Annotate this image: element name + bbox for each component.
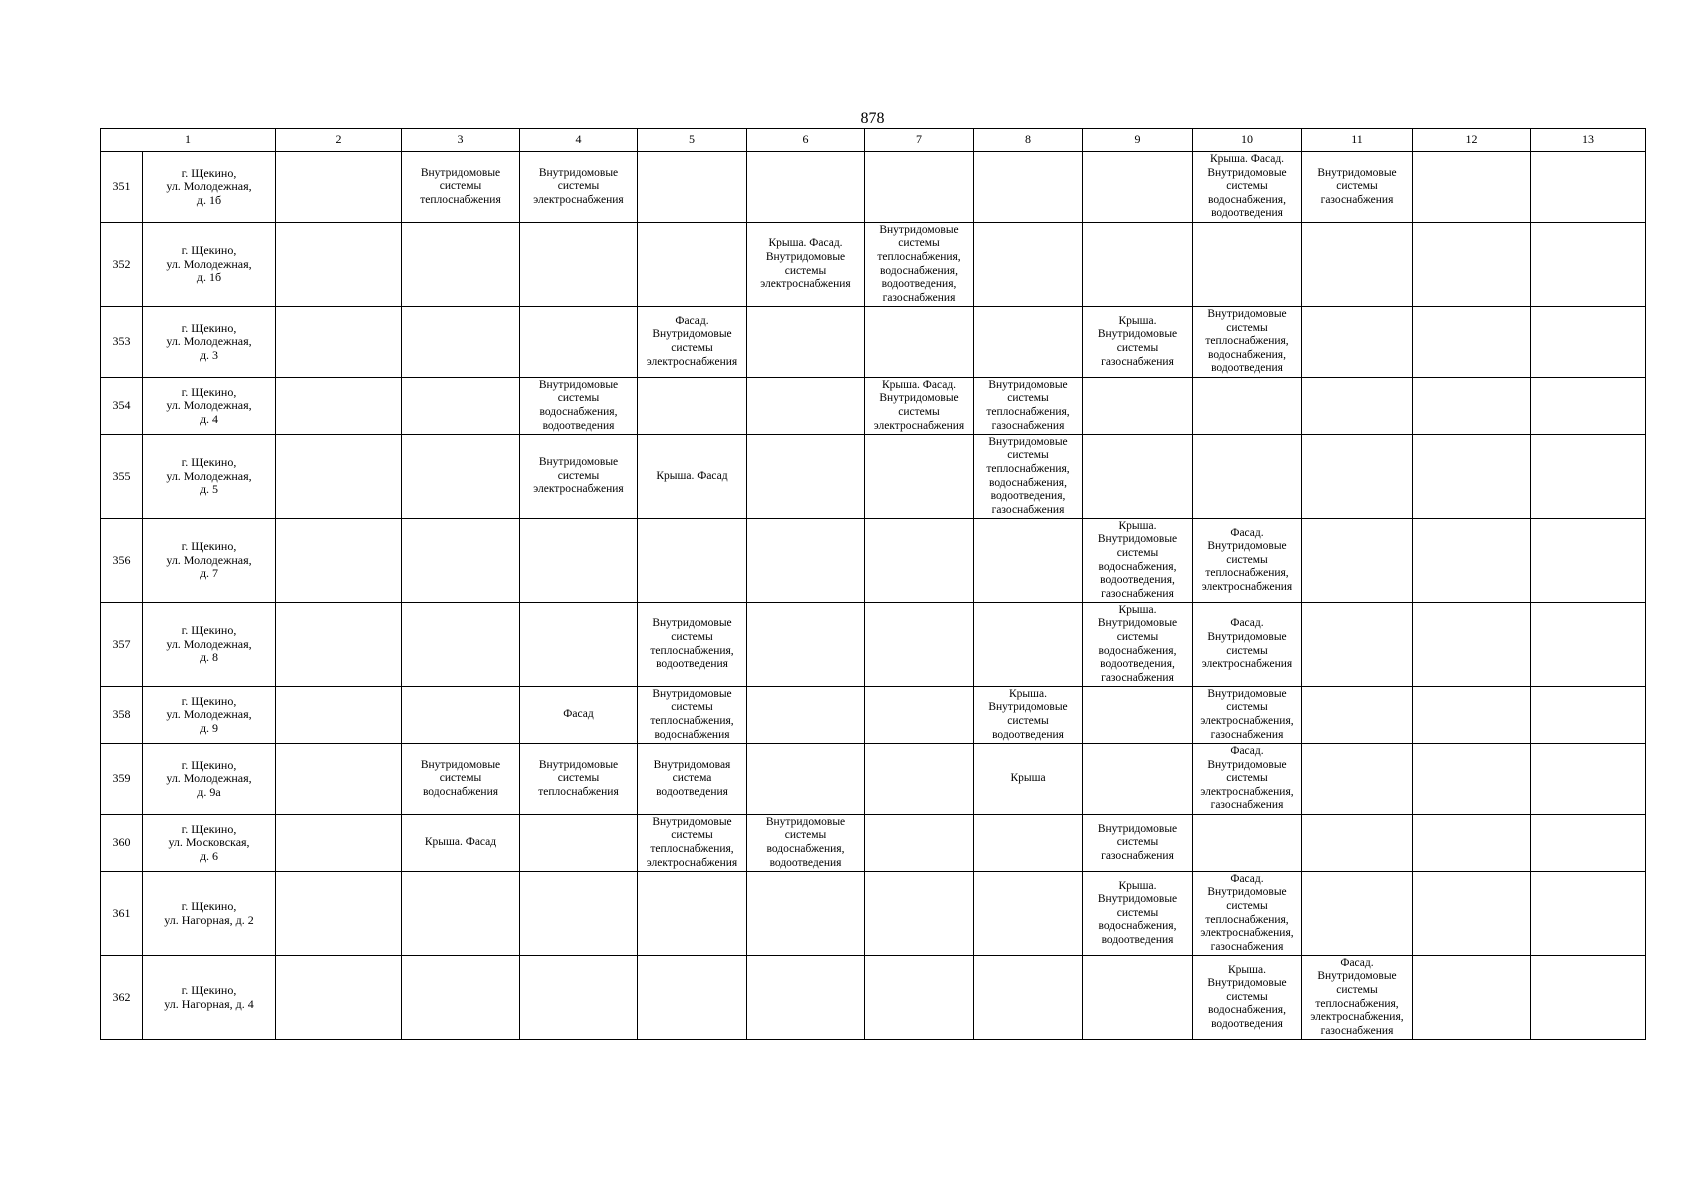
work-cell-col-3: Внутридомовые системы теплоснабжения <box>402 152 520 223</box>
work-cell-col-6 <box>747 872 865 956</box>
work-cell-col-11 <box>1302 519 1413 603</box>
work-cell-col-7 <box>865 956 974 1040</box>
table-row <box>101 152 1646 223</box>
work-cell-col-8 <box>974 223 1083 307</box>
work-cell-col-10: Внутридомовые системы теплоснабжения, водоснабжения, водоотведения <box>1193 307 1302 378</box>
work-cell-col-6 <box>747 435 865 519</box>
work-cell-col-12 <box>1413 519 1531 603</box>
table-row <box>101 223 1646 307</box>
work-cell-col-9 <box>1083 152 1193 223</box>
work-cell-col-9 <box>1083 435 1193 519</box>
work-cell-col-9: Внутридомовые системы газоснабжения <box>1083 815 1193 872</box>
work-cell-col-13 <box>1531 872 1646 956</box>
work-cell-col-7 <box>865 152 974 223</box>
work-cell-col-9 <box>1083 378 1193 435</box>
work-cell-col-13 <box>1531 152 1646 223</box>
work-cell-col-12 <box>1413 956 1531 1040</box>
row-number: 354 <box>101 378 143 435</box>
work-cell-col-5 <box>638 378 747 435</box>
work-cell-col-9 <box>1083 956 1193 1040</box>
row-number: 357 <box>101 603 143 687</box>
work-cell-col-6: Крыша. Фасад. Внутридомовые системы электроснабжения <box>747 223 865 307</box>
work-cell-col-8 <box>974 872 1083 956</box>
column-header-8: 8 <box>974 129 1083 152</box>
work-cell-col-4: Внутридомовые системы электроснабжения <box>520 435 638 519</box>
work-cell-col-2 <box>276 687 402 744</box>
work-cell-col-8: Крыша. Внутридомовые системы водоотведения <box>974 687 1083 744</box>
column-header-6: 6 <box>747 129 865 152</box>
work-cell-col-13 <box>1531 519 1646 603</box>
work-cell-col-4: Фасад <box>520 687 638 744</box>
work-cell-col-12 <box>1413 223 1531 307</box>
work-cell-col-10: Фасад. Внутридомовые системы электроснабжения <box>1193 603 1302 687</box>
work-cell-col-4 <box>520 223 638 307</box>
work-cell-col-5: Крыша. Фасад <box>638 435 747 519</box>
page-number: 878 <box>860 110 885 127</box>
work-cell-col-2 <box>276 152 402 223</box>
work-cell-col-5: Внутридомовые системы теплоснабжения, водоотведения <box>638 603 747 687</box>
work-cell-col-4 <box>520 519 638 603</box>
work-cell-col-2 <box>276 744 402 815</box>
row-number: 359 <box>101 744 143 815</box>
work-cell-col-3 <box>402 435 520 519</box>
work-cell-col-13 <box>1531 687 1646 744</box>
row-number: 361 <box>101 872 143 956</box>
row-number: 360 <box>101 815 143 872</box>
work-cell-col-10: Фасад. Внутридомовые системы электроснабжения, газоснабжения <box>1193 744 1302 815</box>
address-cell: г. Щекино, ул. Молодежная, д. 7 <box>143 519 276 603</box>
work-cell-col-8 <box>974 307 1083 378</box>
work-cell-col-11: Фасад. Внутридомовые системы теплоснабжения, электроснабжения, газоснабжения <box>1302 956 1413 1040</box>
table-row <box>101 603 1646 687</box>
work-cell-col-6 <box>747 307 865 378</box>
table-header <box>101 129 1646 152</box>
work-cell-col-9 <box>1083 223 1193 307</box>
work-cell-col-2 <box>276 956 402 1040</box>
work-cell-col-9: Крыша. Внутридомовые системы газоснабжения <box>1083 307 1193 378</box>
work-cell-col-3 <box>402 307 520 378</box>
address-cell: г. Щекино, ул. Молодежная, д. 1б <box>143 223 276 307</box>
work-cell-col-7 <box>865 435 974 519</box>
work-cell-col-10 <box>1193 435 1302 519</box>
column-header-4: 4 <box>520 129 638 152</box>
work-cell-col-5 <box>638 223 747 307</box>
column-header-5: 5 <box>638 129 747 152</box>
work-cell-col-12 <box>1413 687 1531 744</box>
work-cell-col-8 <box>974 815 1083 872</box>
work-cell-col-7 <box>865 744 974 815</box>
work-cell-col-2 <box>276 815 402 872</box>
address-cell: г. Щекино, ул. Нагорная, д. 4 <box>143 956 276 1040</box>
work-cell-col-3 <box>402 603 520 687</box>
work-cell-col-11 <box>1302 687 1413 744</box>
work-cell-col-6 <box>747 687 865 744</box>
column-header-12: 12 <box>1413 129 1531 152</box>
work-cell-col-2 <box>276 603 402 687</box>
work-cell-col-4 <box>520 956 638 1040</box>
column-header-3: 3 <box>402 129 520 152</box>
work-cell-col-13 <box>1531 378 1646 435</box>
work-cell-col-6 <box>747 378 865 435</box>
table-row <box>101 872 1646 956</box>
work-cell-col-8 <box>974 152 1083 223</box>
work-cell-col-8: Внутридомовые системы теплоснабжения, водоснабжения, водоотведения, газоснабжения <box>974 435 1083 519</box>
column-header-7: 7 <box>865 129 974 152</box>
work-cell-col-9 <box>1083 687 1193 744</box>
work-cell-col-2 <box>276 378 402 435</box>
work-cell-col-10: Крыша. Внутридомовые системы водоснабжения, водоотведения <box>1193 956 1302 1040</box>
table-row <box>101 815 1646 872</box>
column-header-9: 9 <box>1083 129 1193 152</box>
work-cell-col-12 <box>1413 152 1531 223</box>
work-cell-col-8 <box>974 519 1083 603</box>
work-cell-col-12 <box>1413 872 1531 956</box>
address-cell: г. Щекино, ул. Московская, д. 6 <box>143 815 276 872</box>
header-row <box>101 129 1646 152</box>
column-header-11: 11 <box>1302 129 1413 152</box>
work-cell-col-9: Крыша. Внутридомовые системы водоснабжения, водоотведения, газоснабжения <box>1083 519 1193 603</box>
work-cell-col-6: Внутридомовые системы водоснабжения, водоотведения <box>747 815 865 872</box>
work-cell-col-4 <box>520 872 638 956</box>
work-cell-col-10 <box>1193 223 1302 307</box>
work-cell-col-8: Крыша <box>974 744 1083 815</box>
work-cell-col-3 <box>402 223 520 307</box>
column-header-1: 1 <box>101 129 276 152</box>
address-cell: г. Щекино, ул. Молодежная, д. 3 <box>143 307 276 378</box>
work-cell-col-7: Внутридомовые системы теплоснабжения, водоснабжения, водоотведения, газоснабжения <box>865 223 974 307</box>
work-cell-col-11: Внутридомовые системы газоснабжения <box>1302 152 1413 223</box>
work-cell-col-13 <box>1531 603 1646 687</box>
work-cell-col-7 <box>865 519 974 603</box>
work-cell-col-5: Внутридомовые системы теплоснабжения, электроснабжения <box>638 815 747 872</box>
work-cell-col-6 <box>747 956 865 1040</box>
work-cell-col-8 <box>974 956 1083 1040</box>
column-header-13: 13 <box>1531 129 1646 152</box>
work-cell-col-12 <box>1413 603 1531 687</box>
work-cell-col-13 <box>1531 744 1646 815</box>
table-row <box>101 307 1646 378</box>
work-cell-col-13 <box>1531 956 1646 1040</box>
work-cell-col-4: Внутридомовые системы водоснабжения, водоотведения <box>520 378 638 435</box>
row-number: 351 <box>101 152 143 223</box>
work-cell-col-13 <box>1531 307 1646 378</box>
work-cell-col-5 <box>638 519 747 603</box>
work-cell-col-2 <box>276 435 402 519</box>
work-cell-col-2 <box>276 223 402 307</box>
work-cell-col-5 <box>638 872 747 956</box>
work-cell-col-11 <box>1302 307 1413 378</box>
work-cell-col-3 <box>402 378 520 435</box>
address-cell: г. Щекино, ул. Молодежная, д. 9а <box>143 744 276 815</box>
address-cell: г. Щекино, ул. Нагорная, д. 2 <box>143 872 276 956</box>
work-cell-col-5: Внутридомовая система водоотведения <box>638 744 747 815</box>
repair-schedule-table <box>100 128 1646 1040</box>
work-cell-col-9 <box>1083 744 1193 815</box>
column-header-10: 10 <box>1193 129 1302 152</box>
work-cell-col-11 <box>1302 603 1413 687</box>
work-cell-col-5: Фасад. Внутридомовые системы электроснабжения <box>638 307 747 378</box>
work-cell-col-3 <box>402 687 520 744</box>
table-row <box>101 687 1646 744</box>
row-number: 353 <box>101 307 143 378</box>
work-cell-col-10: Фасад. Внутридомовые системы теплоснабжения, электроснабжения <box>1193 519 1302 603</box>
work-cell-col-10 <box>1193 815 1302 872</box>
table-row <box>101 435 1646 519</box>
work-cell-col-7 <box>865 687 974 744</box>
work-cell-col-7 <box>865 872 974 956</box>
work-cell-col-3 <box>402 519 520 603</box>
table-body <box>101 152 1646 1040</box>
work-cell-col-11 <box>1302 378 1413 435</box>
work-cell-col-5: Внутридомовые системы теплоснабжения, водоснабжения <box>638 687 747 744</box>
work-cell-col-10: Фасад. Внутридомовые системы теплоснабжения, электроснабжения, газоснабжения <box>1193 872 1302 956</box>
work-cell-col-7: Крыша. Фасад. Внутридомовые системы электроснабжения <box>865 378 974 435</box>
work-cell-col-6 <box>747 603 865 687</box>
row-number: 352 <box>101 223 143 307</box>
row-number: 356 <box>101 519 143 603</box>
work-cell-col-4 <box>520 815 638 872</box>
work-cell-col-7 <box>865 603 974 687</box>
work-cell-col-2 <box>276 872 402 956</box>
work-cell-col-3: Крыша. Фасад <box>402 815 520 872</box>
work-cell-col-10: Внутридомовые системы электроснабжения, газоснабжения <box>1193 687 1302 744</box>
work-cell-col-4: Внутридомовые системы теплоснабжения <box>520 744 638 815</box>
work-cell-col-6 <box>747 744 865 815</box>
work-cell-col-12 <box>1413 815 1531 872</box>
work-cell-col-5 <box>638 152 747 223</box>
work-cell-col-5 <box>638 956 747 1040</box>
row-number: 362 <box>101 956 143 1040</box>
table-row <box>101 956 1646 1040</box>
work-cell-col-2 <box>276 307 402 378</box>
address-cell: г. Щекино, ул. Молодежная, д. 1б <box>143 152 276 223</box>
work-cell-col-12 <box>1413 307 1531 378</box>
work-cell-col-10: Крыша. Фасад. Внутридомовые системы водоснабжения, водоотведения <box>1193 152 1302 223</box>
work-cell-col-2 <box>276 519 402 603</box>
work-cell-col-11 <box>1302 223 1413 307</box>
address-cell: г. Щекино, ул. Молодежная, д. 8 <box>143 603 276 687</box>
work-cell-col-13 <box>1531 223 1646 307</box>
address-cell: г. Щекино, ул. Молодежная, д. 4 <box>143 378 276 435</box>
table-row <box>101 744 1646 815</box>
work-cell-col-4: Внутридомовые системы электроснабжения <box>520 152 638 223</box>
work-cell-col-6 <box>747 519 865 603</box>
work-cell-col-13 <box>1531 435 1646 519</box>
row-number: 355 <box>101 435 143 519</box>
work-cell-col-4 <box>520 307 638 378</box>
work-cell-col-8 <box>974 603 1083 687</box>
work-cell-col-11 <box>1302 435 1413 519</box>
work-cell-col-12 <box>1413 435 1531 519</box>
work-cell-col-4 <box>520 603 638 687</box>
work-cell-col-7 <box>865 307 974 378</box>
work-cell-col-9: Крыша. Внутридомовые системы водоснабжения, водоотведения <box>1083 872 1193 956</box>
work-cell-col-9: Крыша. Внутридомовые системы водоснабжения, водоотведения, газоснабжения <box>1083 603 1193 687</box>
work-cell-col-7 <box>865 815 974 872</box>
address-cell: г. Щекино, ул. Молодежная, д. 9 <box>143 687 276 744</box>
work-cell-col-11 <box>1302 872 1413 956</box>
work-cell-col-11 <box>1302 744 1413 815</box>
row-number: 358 <box>101 687 143 744</box>
table-row <box>101 519 1646 603</box>
work-cell-col-3 <box>402 872 520 956</box>
work-cell-col-11 <box>1302 815 1413 872</box>
work-cell-col-6 <box>747 152 865 223</box>
work-cell-col-12 <box>1413 744 1531 815</box>
work-cell-col-8: Внутридомовые системы теплоснабжения, газоснабжения <box>974 378 1083 435</box>
column-header-2: 2 <box>276 129 402 152</box>
work-cell-col-13 <box>1531 815 1646 872</box>
work-cell-col-10 <box>1193 378 1302 435</box>
address-cell: г. Щекино, ул. Молодежная, д. 5 <box>143 435 276 519</box>
table-row <box>101 378 1646 435</box>
work-cell-col-3 <box>402 956 520 1040</box>
work-cell-col-12 <box>1413 378 1531 435</box>
work-cell-col-3: Внутридомовые системы водоснабжения <box>402 744 520 815</box>
